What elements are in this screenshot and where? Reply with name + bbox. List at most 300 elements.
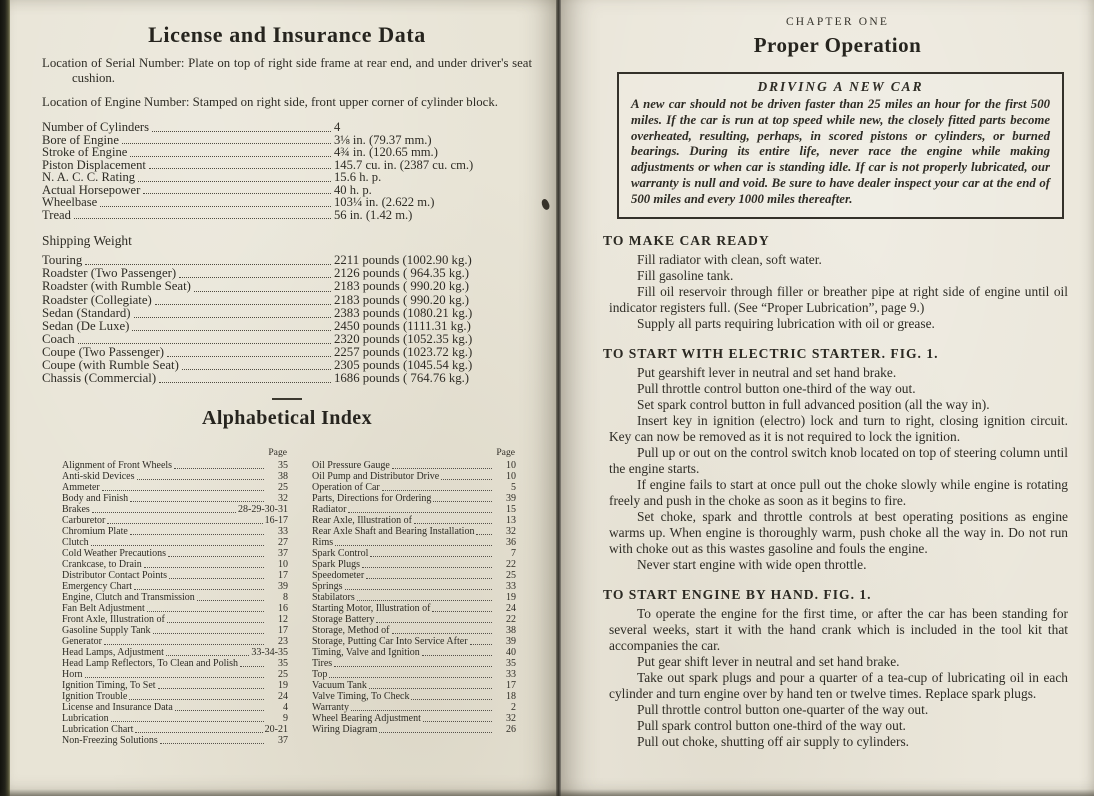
index-entry-label: Carburetor (62, 514, 106, 526)
spec-row (42, 209, 532, 222)
index-entry-label: Cold Weather Precautions (62, 547, 166, 559)
dot-leader (382, 490, 492, 491)
index-entry-page: 38 (506, 624, 516, 636)
index-entry (62, 515, 288, 526)
dot-leader (345, 589, 492, 590)
spec-row-label: Number of Cylinders (42, 120, 150, 135)
index-entry-page: 8 (283, 591, 288, 603)
index-entry-page: 22 (506, 613, 516, 625)
index-entry (62, 548, 288, 559)
instruction-paragraph: Take out spark plugs and pour a quarter of a tea-cup of lubricating oil in each cylinder and turn engine over by hand ten or twelve times. Replace spark plugs. (609, 669, 1068, 701)
dot-leader (348, 512, 492, 513)
spec-row-value: 3⅛ in. (79.37 mm.) (334, 132, 432, 147)
section-divider (272, 398, 302, 400)
dot-leader (132, 330, 331, 331)
index-entry (312, 669, 516, 680)
index-entry-label: Chromium Plate (62, 525, 128, 537)
index-entry (312, 647, 516, 658)
index-entry-label: Head Lamps, Adjustment (62, 646, 164, 658)
instruction-paragraph: Never start engine with wide open throttle. (637, 556, 867, 572)
index-entry-label: Gasoline Supply Tank (62, 624, 151, 636)
dot-leader (134, 317, 332, 318)
dot-leader (159, 382, 331, 383)
index-entry (312, 493, 516, 504)
index-entry-page: 2 (511, 701, 516, 713)
notice-body: A new car should not be driven faster than 25 miles an hour for the first 500 miles. If the car is run at top speed while new, the closely fitted parts become overheated, resulting, perhaps, in scored pistons or cylinders, or burned bearings. During its entire life, never race the engine while making adjustments or when car is standing idle. If car is not properly lubricated, our warranty is null and void. Be sure to have dealer inspect your car at the end of 500 miles and every 1000 miles thereafter. (631, 97, 1050, 206)
index-entry (312, 625, 516, 636)
section-heading: TO START WITH ELECTRIC STARTER. FIG. 1. (603, 345, 939, 361)
index-entry-page: 15 (506, 503, 516, 515)
dot-leader (169, 578, 264, 579)
index-entry-label: Tires (312, 657, 333, 669)
index-entry-label: Body and Finish (62, 492, 129, 504)
dot-leader (370, 556, 492, 557)
index-entry-label: Stabilators (312, 591, 355, 603)
index-entry (312, 614, 516, 625)
index-entry-page: 35 (278, 657, 288, 669)
dot-leader (167, 622, 264, 623)
operation-section (603, 233, 1072, 332)
index-left-entries (62, 460, 288, 746)
weight-row-label: Coach (42, 331, 75, 346)
dot-leader (152, 131, 331, 132)
dot-leader (194, 291, 331, 292)
index-entry-page: 39 (278, 580, 288, 592)
dot-leader (379, 732, 492, 733)
index-entry-label: Front Axle, Illustration of (62, 613, 165, 625)
spec-row-value: 145.7 cu. in. (2387 cu. cm.) (334, 157, 474, 172)
weight-row (42, 280, 532, 293)
index-entry-page: 35 (278, 459, 288, 471)
index-entry-label: Oil Pressure Gauge (312, 459, 390, 471)
index-entry-label: Ignition Timing, To Set (62, 679, 156, 691)
dot-leader (369, 688, 492, 689)
index-entry-page: 32 (506, 712, 516, 724)
index-entry-label: Emergency Chart (62, 580, 133, 592)
instruction-paragraph: Pull throttle control button one-quarter of the way out. (637, 701, 929, 717)
dot-leader (376, 622, 492, 623)
index-entry (62, 460, 288, 471)
dot-leader (357, 600, 492, 601)
index-entry-label: Wheel Bearing Adjustment (312, 712, 421, 724)
index-entry-page: 17 (506, 679, 516, 691)
dot-leader (85, 677, 264, 678)
instruction-paragraph: Pull spark control button one-third of the way out. (637, 717, 906, 733)
weight-row-label: Chassis (Commercial) (42, 371, 157, 386)
index-entry-label: Clutch (62, 536, 89, 548)
index-entry (62, 636, 288, 647)
index-entry (62, 592, 288, 603)
index-entry-page: 24 (506, 602, 516, 614)
index-entry (62, 559, 288, 570)
spec-row-label: Stroke of Engine (42, 145, 128, 160)
weight-row-value: 2383 pounds (1080.21 kg.) (334, 305, 473, 320)
dot-leader (138, 181, 331, 182)
index-entry (312, 460, 516, 471)
scan-bottom-edge (0, 789, 1094, 796)
index-entry (312, 504, 516, 515)
dot-leader (240, 666, 264, 667)
index-entry (312, 691, 516, 702)
index-entry-page: 16-17 (264, 514, 288, 526)
spec-row-value: 4¾ in. (120.65 mm.) (334, 145, 438, 160)
dot-leader (476, 534, 492, 535)
index-entry (312, 680, 516, 691)
instruction-paragraph: Set choke, spark and throttle controls at best operating positions as engine warms up. When engine is thoroughly warm, push choke all the way in. Do not run with choke out as this wastes gasoline and fouls the engine. (609, 508, 1068, 556)
instruction-paragraph: Pull out choke, shutting off air supply to cylinders. (637, 733, 910, 749)
index-entry (312, 548, 516, 559)
index-right-page-header: Page (496, 446, 515, 458)
index-entry-label: Anti-skid Devices (62, 470, 135, 482)
instruction-paragraph: Supply all parts requiring lubrication with oil or grease. (637, 315, 935, 331)
spec-row-value: 40 h. p. (334, 182, 372, 197)
dot-leader (160, 743, 264, 744)
index-entry-page: 5 (511, 481, 516, 493)
dot-leader (392, 633, 493, 634)
index-entry (62, 713, 288, 724)
index-entry-label: Fan Belt Adjustment (62, 602, 145, 614)
weight-row (42, 346, 532, 359)
section-heading: TO MAKE CAR READY (603, 232, 770, 248)
weight-row (42, 320, 532, 333)
index-entry (312, 636, 516, 647)
weight-row (42, 307, 532, 320)
spec-list (42, 121, 532, 221)
index-entry (312, 581, 516, 592)
index-entry-page: 24 (278, 690, 288, 702)
index-entry-label: Alignment of Front Wheels (62, 459, 173, 471)
index-left-column (62, 447, 288, 746)
shipping-weight-list (42, 254, 532, 385)
index-entry (62, 691, 288, 702)
index-entry-label: Lubrication (62, 712, 109, 724)
index-entry (312, 713, 516, 724)
index-entry-page: 28-29-30-31 (238, 503, 288, 515)
index-entry-page: 10 (278, 558, 288, 570)
index-entry-label: Rims (312, 536, 334, 548)
index-entry-label: Brakes (62, 503, 90, 515)
spec-row-value: 4 (334, 120, 341, 135)
index-entry-page: 33-34-35 (251, 646, 288, 658)
instruction-paragraph: Put gear shift lever in neutral and set hand brake. (637, 653, 900, 669)
index-entry (62, 471, 288, 482)
index-entry-label: Valve Timing, To Check (312, 690, 410, 702)
weight-row-value: 1686 pounds ( 764.76 kg.) (334, 371, 470, 386)
index-entry-page: 35 (506, 657, 516, 669)
weight-row-label: Roadster (Collegiate) (42, 292, 152, 307)
index-entry (312, 526, 516, 537)
index-entry (312, 658, 516, 669)
index-entry (62, 570, 288, 581)
spec-row (42, 196, 532, 209)
index-entry (62, 680, 288, 691)
weight-row-value: 2183 pounds ( 990.20 kg.) (334, 279, 470, 294)
notice-heading: DRIVING A NEW CAR (757, 79, 924, 95)
right-page (561, 0, 1094, 796)
index-entry-page: 33 (278, 525, 288, 537)
serial-number-location-paragraph: Location of Serial Number: Plate on top of right side frame at rear end, and under driver's seat cushion. (42, 56, 532, 86)
index-entry-page: 4 (283, 701, 288, 713)
dot-leader (366, 578, 492, 579)
dot-leader (102, 490, 264, 491)
dot-leader (432, 611, 492, 612)
index-entry-page: 23 (278, 635, 288, 647)
weight-row-value: 2126 pounds ( 964.35 kg.) (334, 266, 470, 281)
index-entry-page: 18 (506, 690, 516, 702)
dot-leader (130, 534, 264, 535)
index-entry (62, 493, 288, 504)
dot-leader (334, 666, 492, 667)
index-entry-label: Parts, Directions for Ordering (312, 492, 432, 504)
shipping-weight-heading: Shipping Weight (42, 233, 132, 249)
index-entry (62, 537, 288, 548)
index-entry-label: Rear Axle Shaft and Bearing Installation (312, 525, 475, 537)
dot-leader (92, 512, 236, 513)
dot-leader (392, 468, 492, 469)
operation-section (603, 346, 1072, 573)
index-entry-page: 16 (278, 602, 288, 614)
index-entry-label: Vacuum Tank (312, 679, 367, 691)
scan-left-edge (0, 0, 10, 796)
index-entry-page: 36 (506, 536, 516, 548)
index-entry-label: Engine, Clutch and Transmission (62, 591, 195, 603)
index-entry (312, 724, 516, 735)
index-entry (62, 526, 288, 537)
index-right-entries (312, 460, 516, 735)
index-entry-page: 25 (278, 668, 288, 680)
dot-leader (111, 721, 264, 722)
weight-row-label: Touring (42, 253, 83, 268)
index-entry (62, 482, 288, 493)
chapter-heading: CHAPTER ONE (785, 16, 890, 28)
index-entry-page: 19 (506, 591, 516, 603)
index-entry-label: Rear Axle, Illustration of (312, 514, 412, 526)
index-entry-page: 17 (278, 624, 288, 636)
spec-row (42, 146, 532, 159)
dot-leader (422, 655, 492, 656)
index-entry (62, 735, 288, 746)
dot-leader (329, 677, 492, 678)
index-entry-page: 38 (278, 470, 288, 482)
index-entry-label: Lubrication Chart (62, 723, 134, 735)
index-entry-page: 17 (278, 569, 288, 581)
instruction-paragraph: Pull up or out on the control switch knob located on top of steering column until the engine starts. (609, 444, 1068, 476)
index-entry (62, 625, 288, 636)
dot-leader (135, 732, 262, 733)
index-entry-page: 25 (278, 481, 288, 493)
index-entry-page: 20-21 (264, 723, 288, 735)
index-entry-page: 33 (506, 580, 516, 592)
index-entry-page: 40 (506, 646, 516, 658)
index-entry-page: 37 (278, 547, 288, 559)
index-entry-page: 9 (283, 712, 288, 724)
index-entry-label: Starting Motor, Illustration of (312, 602, 431, 614)
dot-leader (78, 343, 331, 344)
weight-row (42, 372, 532, 385)
index-entry (312, 603, 516, 614)
index-entry-label: Ignition Trouble (62, 690, 128, 702)
weight-row-label: Roadster (with Rumble Seat) (42, 279, 191, 294)
index-entry (312, 537, 516, 548)
index-entry-page: 25 (506, 569, 516, 581)
dot-leader (182, 369, 331, 370)
weight-row-label: Coupe (with Rumble Seat) (42, 357, 179, 372)
index-entry (312, 570, 516, 581)
dot-leader (153, 633, 264, 634)
chapter-title: Proper Operation (753, 33, 922, 57)
index-entry-label: Speedometer (312, 569, 365, 581)
weight-row-value: 2257 pounds (1023.72 kg.) (334, 344, 473, 359)
dot-leader (91, 545, 264, 546)
index-entry-page: 10 (506, 470, 516, 482)
dot-leader (85, 264, 331, 265)
index-entry-page: 27 (278, 536, 288, 548)
dot-leader (351, 710, 492, 711)
spec-row-label: N. A. C. C. Rating (42, 170, 136, 185)
index-entry-label: Storage, Putting Car Into Service After (312, 635, 468, 647)
instruction-paragraph: Fill radiator with clean, soft water. (637, 251, 822, 267)
instruction-paragraph: If engine fails to start at once pull out the choke slowly while engine is rotating freely and push in the choke as soon as it begins to fire. (609, 476, 1068, 508)
dot-leader (149, 168, 331, 169)
index-entry-label: Spark Control (312, 547, 369, 559)
index-entry (62, 603, 288, 614)
weight-row-value: 2305 pounds (1045.54 kg.) (334, 357, 473, 372)
index-entry (62, 647, 288, 658)
index-entry (312, 471, 516, 482)
index-entry-page: 33 (506, 668, 516, 680)
index-left-page-header: Page (268, 446, 287, 458)
instruction-paragraph: Fill gasoline tank. (637, 267, 734, 283)
left-page (10, 0, 556, 796)
index-entry-page: 19 (278, 679, 288, 691)
index-entry (62, 669, 288, 680)
dot-leader (130, 156, 331, 157)
dot-leader (179, 277, 331, 278)
dot-leader (362, 567, 492, 568)
alphabetical-index (42, 447, 532, 746)
index-entry-page: 13 (506, 514, 516, 526)
weight-row-label: Sedan (De Luxe) (42, 318, 130, 333)
dot-leader (129, 699, 264, 700)
index-entry-label: Ammeter (62, 481, 100, 493)
dot-leader (134, 589, 264, 590)
dot-leader (197, 600, 264, 601)
index-entry (312, 702, 516, 713)
dot-leader (166, 655, 249, 656)
index-entry (62, 724, 288, 735)
operation-section (603, 587, 1072, 750)
dot-leader (470, 644, 492, 645)
weight-row-value: 2450 pounds (1111.31 kg.) (334, 318, 471, 333)
index-right-column (312, 447, 516, 746)
spec-row-value: 15.6 h. p. (334, 170, 382, 185)
index-title: Alphabetical Index (201, 407, 372, 430)
dot-leader (74, 218, 331, 219)
weight-row (42, 294, 532, 307)
dot-leader (130, 501, 264, 502)
index-entry-page: 10 (506, 459, 516, 471)
index-entry-label: License and Insurance Data (62, 701, 173, 713)
index-entry-label: Oil Pump and Distributor Drive (312, 470, 440, 482)
dot-leader (122, 143, 331, 144)
spec-row (42, 184, 532, 197)
index-entry (312, 559, 516, 570)
index-entry-page: 7 (511, 547, 516, 559)
dot-leader (414, 523, 492, 524)
spec-row (42, 121, 532, 134)
index-entry-page: 32 (278, 492, 288, 504)
dot-leader (158, 688, 264, 689)
index-entry-label: Springs (312, 580, 343, 592)
spec-row (42, 171, 532, 184)
dot-leader (155, 304, 331, 305)
dot-leader (168, 556, 264, 557)
section-heading: TO START ENGINE BY HAND. FIG. 1. (603, 586, 872, 602)
right-page-content (561, 0, 1094, 796)
weight-row-label: Sedan (Standard) (42, 305, 131, 320)
driving-new-car-notice-box (617, 72, 1064, 219)
dot-leader (423, 721, 492, 722)
dot-leader (147, 611, 264, 612)
index-entry-label: Operation of Car (312, 481, 380, 493)
spec-row-label: Tread (42, 207, 71, 222)
index-entry (312, 592, 516, 603)
spec-row-value: 103¼ in. (2.622 m.) (334, 195, 435, 210)
index-entry-page: 26 (506, 723, 516, 735)
dot-leader (174, 468, 264, 469)
index-entry-label: Spark Plugs (312, 558, 361, 570)
dot-leader (137, 479, 265, 480)
dot-leader (144, 567, 264, 568)
index-entry-label: Crankcase, to Drain (62, 558, 142, 570)
operation-sections (603, 233, 1072, 750)
index-entry-page: 37 (278, 734, 288, 746)
license-data-title: License and Insurance Data (148, 22, 426, 47)
index-entry (62, 614, 288, 625)
index-entry-label: Warranty (312, 701, 349, 713)
index-entry (62, 581, 288, 592)
index-entry-label: Storage Battery (312, 613, 375, 625)
index-entry-page: 39 (506, 635, 516, 647)
dot-leader (433, 501, 492, 502)
dot-leader (107, 523, 262, 524)
index-entry-page: 12 (278, 613, 288, 625)
weight-row-label: Roadster (Two Passenger) (42, 266, 177, 281)
weight-row-value: 2211 pounds (1002.90 kg.) (334, 253, 472, 268)
index-entry (62, 702, 288, 713)
index-entry-page: 39 (506, 492, 516, 504)
dot-leader (411, 699, 492, 700)
index-entry (312, 482, 516, 493)
instruction-paragraph: Insert key in ignition (electro) lock and turn to right, closing ignition circuit. Key can now be removed as it is not required to lock the ignition. (609, 412, 1068, 444)
index-entry-label: Generator (62, 635, 102, 647)
instruction-paragraph: To operate the engine for the first time, or after the car has been standing for several weeks, start it with the hand crank which is included in the tool kit that accompanies the car. (609, 605, 1068, 653)
weight-row (42, 333, 532, 346)
spec-row-label: Piston Displacement (42, 157, 146, 172)
dot-leader (167, 356, 331, 357)
index-entry-label: Non-Freezing Solutions (62, 734, 158, 746)
weight-row-label: Coupe (Two Passenger) (42, 344, 165, 359)
index-entry-label: Head Lamp Reflectors, To Clean and Polish (62, 657, 239, 669)
index-entry-label: Wiring Diagram (312, 723, 378, 735)
spec-row-label: Actual Horsepower (42, 182, 141, 197)
index-entry-label: Horn (62, 668, 83, 680)
index-entry-label: Timing, Valve and Ignition (312, 646, 420, 658)
spec-row-value: 56 in. (1.42 m.) (334, 207, 413, 222)
engine-number-location-paragraph: Location of Engine Number: Stamped on right side, front upper corner of cylinder block. (42, 94, 498, 109)
index-entry-label: Storage, Method of (312, 624, 390, 636)
instruction-paragraph: Put gearshift lever in neutral and set hand brake. (637, 364, 897, 380)
